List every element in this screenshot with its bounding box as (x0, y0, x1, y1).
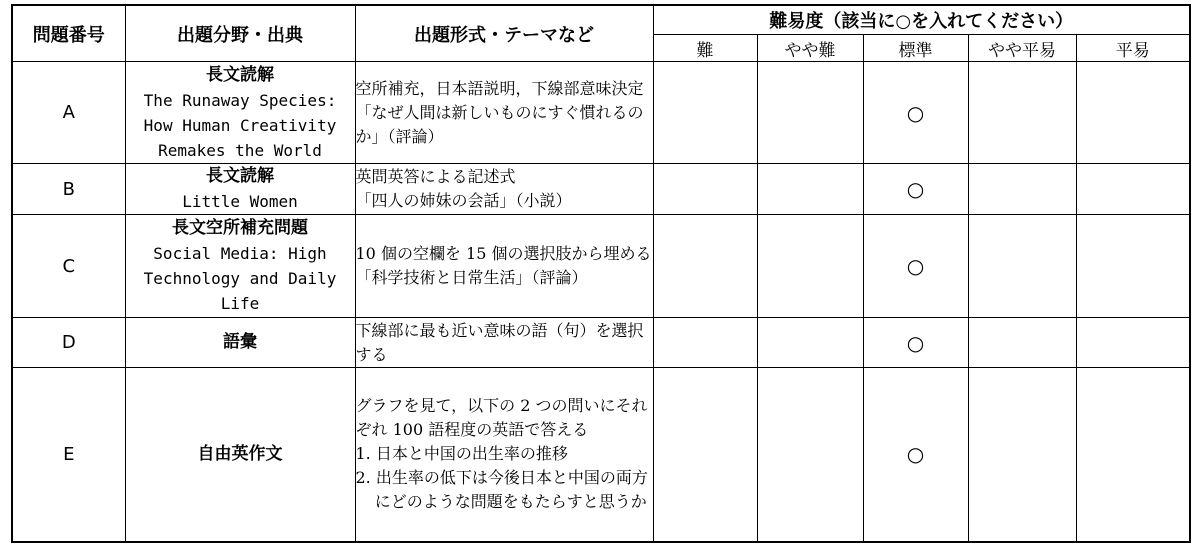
format-line: 1. 日本と中国の出生率の推移 (355, 444, 568, 464)
table-row-e (12, 368, 1190, 542)
row-field (125, 368, 355, 542)
cell-somewhat-easy[interactable] (968, 164, 1076, 215)
header-field: 出題分野・出典 (125, 5, 355, 62)
cell-easy[interactable] (1076, 164, 1190, 215)
cell-somewhat-hard[interactable] (757, 164, 863, 215)
row-id: E (12, 368, 125, 542)
exam-analysis-table (11, 4, 1191, 543)
table-row-d (12, 318, 1190, 368)
format-line: 空所補充，日本語説明，下線部意味決定 (355, 78, 644, 98)
cell-hard[interactable] (653, 215, 757, 318)
field-title: 長文読解 (206, 166, 274, 186)
field-title: 語彙 (223, 332, 257, 352)
format-line: 10 個の空欄を 15 個の選択肢から埋める (355, 244, 652, 263)
field-title: 自由英作文 (197, 443, 283, 464)
table-row-a (12, 62, 1190, 164)
cell-somewhat-hard[interactable] (757, 368, 863, 542)
level-hard: 難 (653, 35, 757, 62)
field-source-line: Social Media: High (153, 244, 327, 263)
format-line: 「なぜ人間は新しいものにすぐ慣れるのか」（評論） (355, 102, 644, 146)
header-row (12, 5, 1190, 35)
format-line: 2. 出生率の低下は今後日本と中国の両方にどのような問題をもたらすと思うか (355, 468, 648, 512)
check-mark: ○ (906, 177, 925, 201)
cell-somewhat-hard[interactable] (757, 62, 863, 164)
level-standard: 標準 (863, 35, 968, 62)
table-row-b (12, 164, 1190, 215)
field-source-line: How Human Creativity (143, 115, 337, 135)
row-id: C (12, 215, 125, 318)
field-source-line: Technology and Daily (143, 269, 337, 288)
field-title: 長文読解 (206, 64, 274, 85)
cell-standard[interactable] (863, 62, 968, 164)
format-line: 「四人の姉妹の会話」（小説） (355, 191, 572, 210)
format-line: 英問英答による記述式 (355, 167, 516, 186)
row-id: B (12, 164, 125, 215)
row-id: D (12, 318, 125, 368)
level-somewhat-easy: やや平易 (968, 35, 1076, 62)
cell-somewhat-easy[interactable] (968, 368, 1076, 542)
row-id: A (12, 62, 125, 164)
cell-somewhat-easy[interactable] (968, 318, 1076, 368)
cell-hard[interactable] (653, 62, 757, 164)
row-field (125, 318, 355, 368)
field-source-line: The Runaway Species: (143, 90, 337, 110)
field-source-line: Remakes the World (158, 140, 322, 160)
header-id: 問題番号 (12, 5, 125, 62)
table-row-c (12, 215, 1190, 318)
field-source-line: Life (220, 294, 260, 313)
cell-standard[interactable] (863, 164, 968, 215)
cell-somewhat-easy[interactable] (968, 62, 1076, 164)
header-difficulty: 難易度（該当に○を入れてください） (653, 5, 1190, 35)
cell-standard[interactable] (863, 318, 968, 368)
cell-easy[interactable] (1076, 62, 1190, 164)
cell-standard[interactable] (863, 215, 968, 318)
row-field (125, 62, 355, 164)
cell-standard[interactable] (863, 368, 968, 542)
row-format (355, 368, 653, 542)
row-format (355, 62, 653, 164)
cell-easy[interactable] (1076, 215, 1190, 318)
cell-somewhat-hard[interactable] (757, 318, 863, 368)
field-title: 長文空所補充問題 (172, 218, 308, 238)
cell-hard[interactable] (653, 318, 757, 368)
cell-easy[interactable] (1076, 368, 1190, 542)
row-field (125, 164, 355, 215)
check-mark: ○ (906, 442, 925, 467)
row-format (355, 164, 653, 215)
row-format (355, 215, 653, 318)
cell-easy[interactable] (1076, 318, 1190, 368)
level-somewhat-hard: やや難 (757, 35, 863, 62)
header-format: 出題形式・テーマなど (355, 5, 653, 62)
check-mark: ○ (906, 254, 925, 278)
cell-somewhat-easy[interactable] (968, 215, 1076, 318)
cell-hard[interactable] (653, 164, 757, 215)
row-field (125, 215, 355, 318)
check-mark: ○ (906, 330, 925, 355)
row-format (355, 318, 653, 368)
cell-somewhat-hard[interactable] (757, 215, 863, 318)
format-line: 「科学技術と日常生活」（評論） (355, 268, 588, 287)
format-line: 下線部に最も近い意味の語（句）を選択する (355, 320, 644, 364)
check-mark: ○ (906, 100, 925, 125)
format-line: グラフを見て，以下の 2 つの問いにそれぞれ 100 語程度の英語で答える (355, 396, 648, 440)
field-source-line: Little Women (182, 192, 298, 211)
level-easy: 平易 (1076, 35, 1190, 62)
cell-hard[interactable] (653, 368, 757, 542)
